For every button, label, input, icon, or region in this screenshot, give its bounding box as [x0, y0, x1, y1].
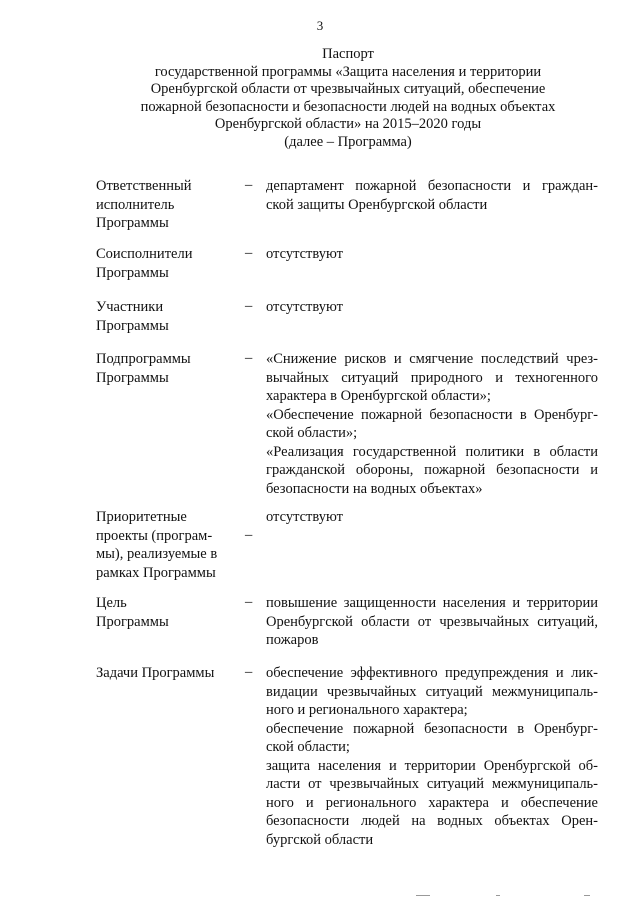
row-dash: – — [245, 594, 253, 610]
row-value — [266, 298, 598, 317]
title-line: (далее – Программа) — [284, 133, 412, 150]
row-dash: – — [245, 245, 253, 261]
row-value — [266, 245, 598, 264]
value-line: ской защиты Оренбургской области — [266, 196, 488, 213]
scan-artifact-marks — [416, 895, 606, 899]
value-line: ласти от чрезвычайных ситуаций межмуниципаль- — [266, 776, 598, 792]
title-line: Паспорт — [322, 46, 374, 62]
row-value — [266, 350, 598, 498]
value-line: отсутствуют — [266, 246, 343, 262]
value-line: бургской области — [266, 831, 374, 848]
value-line: ного и регионального характера и обеспечение — [266, 794, 598, 811]
value-line: гражданской обороны, пожарной безопасности и — [266, 462, 598, 478]
row-dash: – — [245, 664, 253, 680]
row-value — [266, 664, 598, 849]
label-line: Цель — [96, 595, 127, 611]
row-dash: – — [245, 298, 253, 314]
value-line: «Снижение рисков и смягчение последствий чрез- — [266, 351, 598, 367]
value-line: безопасности на водных объектах» — [266, 480, 483, 497]
row-value — [266, 177, 598, 214]
row-dash: – — [245, 350, 253, 366]
value-line: безопасности людей на водных объектах Орен- — [266, 813, 598, 829]
label-line: Программы — [96, 613, 169, 630]
row-label — [96, 508, 236, 582]
label-line: Участники — [96, 299, 164, 315]
value-line: защита населения и территории Оренбургской об- — [266, 757, 598, 774]
page-number: 3 — [316, 18, 324, 33]
row-label — [96, 664, 236, 683]
label-line: Задачи Программы — [96, 665, 215, 681]
title-line: пожарной безопасности и безопасности людей на водных объектах — [140, 98, 556, 115]
row-value — [266, 594, 598, 650]
title-line: Оренбургской области» на 2015–2020 годы — [214, 116, 482, 132]
label-line: мы), реализуемые в — [96, 546, 218, 562]
passport-title — [96, 46, 600, 151]
label-line: проекты (програм- — [96, 527, 213, 544]
row-value — [266, 508, 598, 527]
row-label — [96, 594, 236, 631]
label-line: Программы — [96, 317, 169, 334]
value-line: отсутствуют — [266, 509, 343, 525]
row-dash: – — [245, 177, 253, 193]
value-line: Оренбургской области от чрезвычайных ситуаций, — [266, 613, 598, 630]
label-line: Соисполнители — [96, 246, 193, 262]
label-line: исполнитель — [96, 196, 175, 213]
title-line: Оренбургской области от чрезвычайных ситуаций, обеспечение — [150, 81, 546, 97]
value-line: отсутствуют — [266, 299, 343, 315]
label-line: Программы — [96, 264, 169, 281]
value-line: обеспечение эффективного предупреждения и лик- — [266, 665, 598, 681]
value-line: ской области; — [266, 739, 350, 755]
label-line: Программы — [96, 369, 169, 386]
row-label — [96, 350, 236, 387]
value-line: повышение защищенности населения и территории — [266, 595, 598, 611]
value-line: обеспечение пожарной безопасности в Оренбург- — [266, 720, 598, 737]
row-label — [96, 177, 236, 233]
row-label — [96, 298, 236, 335]
label-line: Ответственный — [96, 178, 192, 194]
value-line: пожаров — [266, 632, 319, 648]
value-line: характера в Оренбургской области»; — [266, 388, 491, 404]
value-line: департамент пожарной безопасности и граждан- — [266, 178, 598, 194]
value-line: ного и регионального характера; — [266, 702, 468, 718]
value-line: «Обеспечение пожарной безопасности в Оренбург- — [266, 406, 598, 423]
value-line: вычайных ситуаций природного и техногенного — [266, 369, 598, 386]
label-line: Подпрограммы — [96, 351, 191, 367]
label-line: рамках Программы — [96, 564, 216, 581]
row-label — [96, 245, 236, 282]
title-line: государственной программы «Защита населения и территории — [154, 63, 542, 80]
label-line: Приоритетные — [96, 509, 187, 525]
value-line: «Реализация государственной политики в области — [266, 443, 598, 460]
row-dash: – — [245, 527, 253, 543]
label-line: Программы — [96, 215, 169, 231]
value-line: ской области»; — [266, 425, 358, 441]
value-line: видации чрезвычайных ситуаций межмуниципаль- — [266, 683, 598, 700]
